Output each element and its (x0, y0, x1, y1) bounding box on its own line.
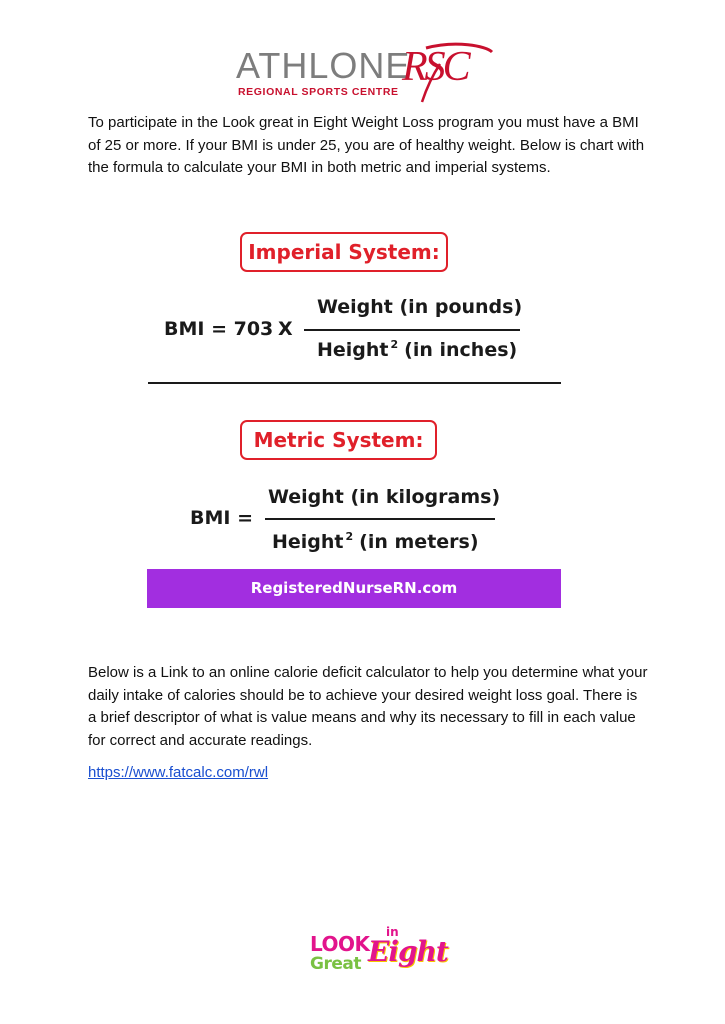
logo-look-word: LOOK (310, 932, 370, 956)
athlone-rsc-logo (236, 42, 492, 108)
imperial-multiply-sign: X (278, 318, 293, 340)
imperial-denominator-exponent: 2 (390, 338, 399, 351)
logo-eight-word: Eight (368, 935, 448, 968)
metric-fraction-bar (265, 518, 495, 520)
imperial-denominator-height: Height (317, 339, 389, 361)
calculator-paragraph: Below is a Link to an online calorie deficit calculator to help you determine what your daily intake of calories should be to achieve your desired weight loss goal. There is a brief descriptor of what is value means and why its necessary to fill in each value for correct and accurate readings. (88, 664, 648, 749)
metric-denominator-unit: (in meters) (359, 531, 479, 553)
imperial-denominator-unit: (in inches) (404, 339, 518, 361)
metric-bmi-lhs: BMI = (190, 507, 253, 529)
metric-denominator-exponent: 2 (345, 530, 354, 543)
imperial-fraction-bar (304, 329, 520, 331)
imperial-system-label: Imperial System: (240, 232, 448, 272)
logo-in-word: in (386, 925, 399, 939)
metric-denominator (272, 530, 479, 553)
logo-great-word: Great (310, 954, 361, 974)
metric-system-label: Metric System: (240, 420, 437, 460)
imperial-denominator (317, 338, 517, 361)
imperial-bmi-lhs: BMI = 703 (164, 318, 274, 340)
logo-athlone-word: ATHLONE (236, 45, 411, 86)
calculator-link[interactable]: https://www.fatcalc.com/rwl (88, 764, 269, 781)
metric-numerator: Weight (in kilograms) (268, 486, 501, 508)
intro-paragraph: To participate in the Look great in Eight Weight Loss program you must have a BMI of 25 or more. If your BMI is under 25, you are of healthy weight. Below is chart with the formula to calculate your BMI in both metric and imperial systems. (88, 114, 645, 176)
logo-rsc-letters: RSC (402, 44, 468, 90)
formula-divider (148, 382, 561, 384)
imperial-numerator: Weight (in pounds) (317, 296, 523, 318)
look-great-in-eight-logo (308, 925, 448, 982)
source-banner: RegisteredNurseRN.com (147, 569, 561, 608)
logo-subtitle: REGIONAL SPORTS CENTRE (238, 86, 399, 98)
metric-denominator-height: Height (272, 531, 344, 553)
